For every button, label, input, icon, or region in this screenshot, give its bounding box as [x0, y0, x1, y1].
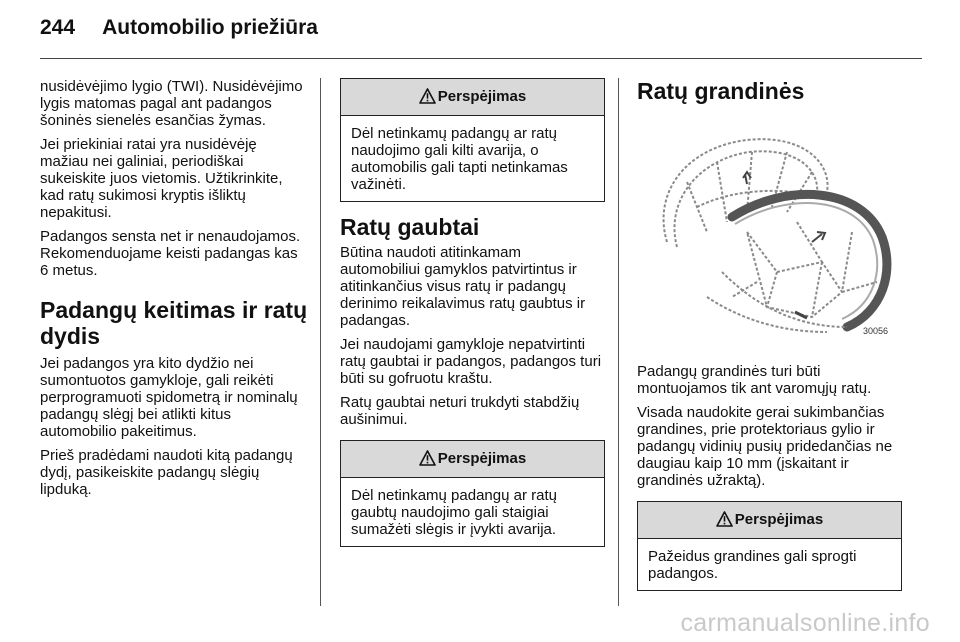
paragraph-aging: Padangos sensta net ir nenaudojamos. Rekomenduojame keisti padangas kas 6 metus. — [40, 228, 301, 279]
warning-text: Pažeidus grandines gali sprogti padangos. — [648, 548, 857, 582]
warning-triangle-icon — [419, 82, 436, 118]
warning-text: Dėl netinkamų padangų ar ratų gaubtų naudojimo gali staigiai sumažėti slėgis ir įvykti avarija. — [351, 487, 557, 538]
warning-header — [638, 502, 901, 539]
warning-box — [637, 501, 902, 591]
right-column — [637, 78, 902, 591]
warning-text: Dėl netinkamų padangų ar ratų naudojimo gali kilti avarija, o automobilis gali tapti netinkamas važinėti. — [351, 125, 568, 193]
warning-header — [341, 79, 604, 116]
page-number: 244 — [40, 16, 76, 39]
paragraph-covers-unapproved: Jei naudojami gamykloje nepatvirtinti ratų gaubtai ir padangos, padangos turi būti su gofruotu kraštu. — [340, 336, 602, 387]
paragraph-chains-fine: Visada naudokite gerai sukimbančias grandines, prie protektoriaus gylio ir padangų vidinių pusių pridedančias ne daugiau kaip 10 mm (įskaitant ir grandinės užraktą). — [637, 404, 893, 489]
paragraph-covers-cooling: Ratų gaubtai neturi trukdyti stabdžių aušinimui. — [340, 394, 580, 428]
warning-title: Perspėjimas — [437, 88, 527, 105]
warning-header — [341, 441, 604, 478]
paragraph-rotation: Jei priekiniai ratai yra nusidėvėję mažiau nei galiniai, periodiškai sukeiskite juos vietomis. Užtikrinkite, kad ratų sukimosi kryptis išliktų nepakitusi. — [40, 136, 283, 221]
watermark: carmanualsonline.info — [680, 609, 930, 637]
left-column — [40, 78, 308, 505]
figure-number: 30056 — [863, 326, 889, 336]
paragraph-covers-approved: Būtina naudoti atitinkamam automobiliui gamyklos patvirtintus ir atitinkančius visus ratų ir padangų derinimo reikalavimus ratų gaubtus ir padangas. — [340, 244, 586, 329]
warning-title: Perspėjimas — [437, 450, 527, 467]
paragraph-chains-mounting: Padangų grandinės turi būti montuojamos tik ant varomųjų ratų. — [637, 363, 872, 397]
header-rule — [40, 58, 922, 59]
warning-box — [340, 440, 605, 547]
warning-title: Perspėjimas — [734, 511, 824, 528]
warning-box — [340, 78, 605, 202]
section-title: Automobilio priežiūra — [102, 16, 318, 39]
page-header — [40, 16, 318, 40]
warning-triangle-icon — [716, 505, 733, 541]
paragraph-size-change: Jei padangos yra kito dydžio nei sumontuotos gamykloje, gali reikėti perprogramuoti spidometrą ir nominalų padangų slėgį bei atlikti kitus automobilio pakeitimus. — [40, 355, 298, 440]
warning-triangle-icon — [419, 444, 436, 480]
column-divider-left — [320, 78, 321, 606]
paragraph-label: Prieš pradėdami naudoti kitą padangų dydį, pasikeiskite padangų slėgių lipduką. — [40, 447, 293, 498]
heading-tire-size: Padangų keitimas ir ratų dydis — [40, 297, 308, 349]
heading-snow-chains: Ratų grandinės — [637, 78, 805, 104]
snow-chain-illustration — [637, 122, 902, 345]
heading-wheel-covers: Ratų gaubtai — [340, 214, 480, 240]
middle-column — [340, 78, 605, 547]
paragraph-twi: nusidėvėjimo lygio (TWI). Nusidėvėjimo lygis matomas pagal ant padangos šoninės sienelės esančias žymas. — [40, 78, 303, 129]
column-divider-right — [618, 78, 619, 606]
